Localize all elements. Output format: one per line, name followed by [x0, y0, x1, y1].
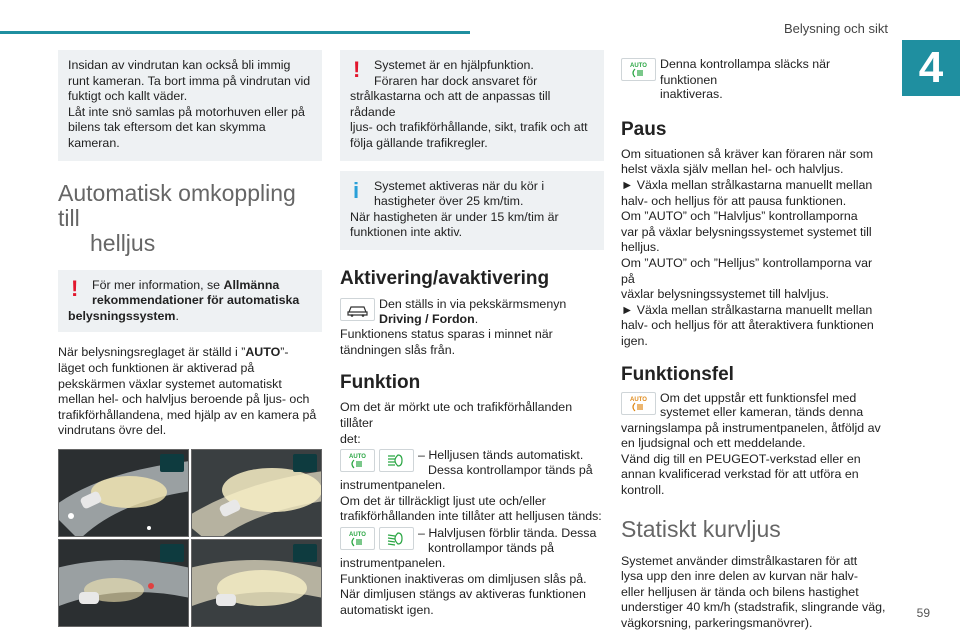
pause-text: Om situationen så kräver kan föraren när som helst växla själv mellan hel- och halvljus. ► Växla mellan strålkastarna manuellt mellan halv- och helljus för att pausa funktionen. Om ”AUTO” och ”Halvljus” kontrollamporna var på växlar belysningssystemet systemet till helljus. Om ”AUTO” och ”Helljus” kontrollamporna var på växlar belysningssystemet till halvljus. ► Växla mellan strålkastarna manuellt mellan halv- och helljus för att återaktivera funktionen igen.: [621, 146, 874, 348]
warning-icon: !: [71, 275, 79, 301]
heading-static-cornering: Statiskt kurvljus: [621, 515, 781, 542]
info-box: i Systemet aktiveras när du kör i hastigheter över 25 km/tim. När hastigheten är under 15 km/tim är funktionen inte aktiv.: [340, 171, 604, 250]
auto-badge-icon: [160, 544, 184, 562]
activation-row: Den ställs in via pekskärmsmenyn Driving / Fordon.: [340, 298, 604, 327]
column-3: AUTO Denna kontrollampa släcks när funktionen inaktiveras. Paus Om situationen så kräver kan föraren när som helst växla själv mellan hel- och halvljus. ► Växla mellan strålkastarna manuellt mellan halv- och helljus för att pausa funktionen. Om ”AUTO” och ”Halvljus” kontrollamporna var på växlar belysningssystemet systemet till helljus. Om ”AUTO” och ”Helljus” kontrollamporna var på växlar belysningssystemet till halvljus. ► Växla mellan strålkastarna manuellt mellan halv- och helljus för att återaktivera funktionen igen. Funktionsfel AUTO Om det uppstår ett funktionsfel med systemet eller kameran, tänds denna varningslampa på instrumentpanelen, åtföljd av en ljudsignal och ett meddelande. Vänd dig till en PEUGEOT-verkstad eller en annan kvalificerad verkstad för att utföra en kontroll. Statiskt kurvljus Systemet använder dimstrålkastaren för att lysa upp den inre delen av kurvan när halv- eller helljusen är tända och bilens hastighet understiger 40 km/h (stadstrafik, slingrande väg, vägkorsning, parkeringsmanövrer).: [621, 58, 889, 632]
car-icon: [340, 298, 375, 321]
note-box: Insidan av vindrutan kan också bli immig runt kameran. Ta bort imma på vindrutan vid fuktigt och kallt väder. Låt inte snö samlas på motorhuven eller på bilens tak eftersom det kan skymma kameran.: [58, 50, 322, 161]
header-accent-bar: [0, 31, 470, 34]
illustration-grid: [58, 449, 322, 627]
svg-text:AUTO: AUTO: [349, 532, 366, 539]
auto-fault-icon: [621, 392, 656, 415]
high-beam-row: AUTO – Helljusen tänds automatiskt. Dessa kontrollampor tänds på: [340, 449, 604, 478]
svg-text:AUTO: AUTO: [630, 63, 647, 69]
illustration-night-road-2: [191, 449, 322, 537]
heading-auto-high-beam: Automatisk omkoppling till helljus: [58, 179, 296, 256]
high-beam-icon: [379, 449, 414, 472]
auto-badge-icon: [293, 544, 317, 562]
intro-paragraph: När belysningsreglaget är ställd i ”AUTO”- läget och funktionen är aktiverad på pekskärmen växlar systemet automatiskt mellan hel- och halvljus beroende på ljus- och trafikförhållandena, med hjälp av en kamera på vindrutans övre del.: [58, 345, 317, 438]
warning-box-assist: ! Systemet är en hjälpfunktion. Föraren har dock ansvaret för strålkastarna och att de anpassas till rådande ljus- och trafikförhållande, sikt, trafik och att följa gällande trafikregler.: [340, 50, 604, 161]
auto-beam-icon: [621, 58, 656, 81]
warning-box: ! För mer information, se Allmänna rekommendationer för automatiska belysningssystem.: [58, 270, 322, 333]
low-beam-row: AUTO – Halvljusen förblir tända. Dessa kontrollampor tänds på: [340, 527, 604, 556]
illustration-night-road-4: [191, 539, 322, 627]
fault-row: AUTO Om det uppstår ett funktionsfel med systemet eller kameran, tänds denna: [621, 392, 889, 421]
warning-icon: !: [353, 57, 361, 82]
column-1: [58, 50, 322, 627]
illustration-night-road-1: [58, 449, 189, 537]
heading-fault: Funktionsfel: [621, 363, 734, 385]
page-number: 59: [916, 606, 930, 620]
auto-badge-icon: [293, 454, 317, 472]
low-beam-icon: [379, 527, 414, 550]
heading-pause: Paus: [621, 118, 667, 140]
section-title: Belysning och sikt: [783, 21, 888, 36]
svg-text:AUTO: AUTO: [349, 454, 366, 461]
auto-badge-icon: [160, 454, 184, 472]
info-icon: i: [353, 177, 360, 203]
column-2: ! Systemet är en hjälpfunktion. Föraren har dock ansvaret för strålkastarna och att de anpassas till rådande ljus- och trafikförhållande, sikt, trafik och att följa gällande trafikregler. i Systemet aktiveras när du kör i hastigheter över 25 km/tim. När hastigheten är under 15 km/tim är funktionen inte aktiv. Aktivering/avaktivering Den ställs in via pekskärmsmenyn Driving / Fordon. Funktionens status sparas i minnet när tändningen slås från. Funktion Om det är mörkt ute och trafikförhållanden tillåter det: AUTO – Helljusen tänds automatiskt. Dessa kontrollampor tänds på instrumentpanelen. Om det är tillräckligt ljust ute och/eller trafikförhållanden inte tillåter att helljusen tänds: AUTO – Halvljusen förblir tända. Dessa kontrollampor tänds på instrumentpanelen. Funktionen inaktiveras om dimljusen slås på. När dimljusen stängs av aktiveras funktionen automatiskt igen.: [340, 50, 604, 619]
svg-text:AUTO: AUTO: [630, 396, 647, 403]
auto-beam-icon: [340, 449, 375, 472]
chapter-tab: 4: [902, 40, 960, 96]
deactivated-lamp-row: AUTO Denna kontrollampa släcks när funktionen inaktiveras.: [621, 58, 889, 103]
illustration-night-road-3: [58, 539, 189, 627]
heading-function: Funktion: [340, 372, 421, 394]
auto-beam-icon: [340, 527, 375, 550]
static-text: Systemet använder dimstrålkastaren för att lysa upp den inre delen av kurvan när halv- eller helljusen är tända och bilens hastighet understiger 40 km/h (stadstrafik, slingrande väg, vägkorsning, parkeringsmanövrer).: [621, 553, 886, 631]
heading-activation: Aktivering/avaktivering: [340, 267, 550, 289]
